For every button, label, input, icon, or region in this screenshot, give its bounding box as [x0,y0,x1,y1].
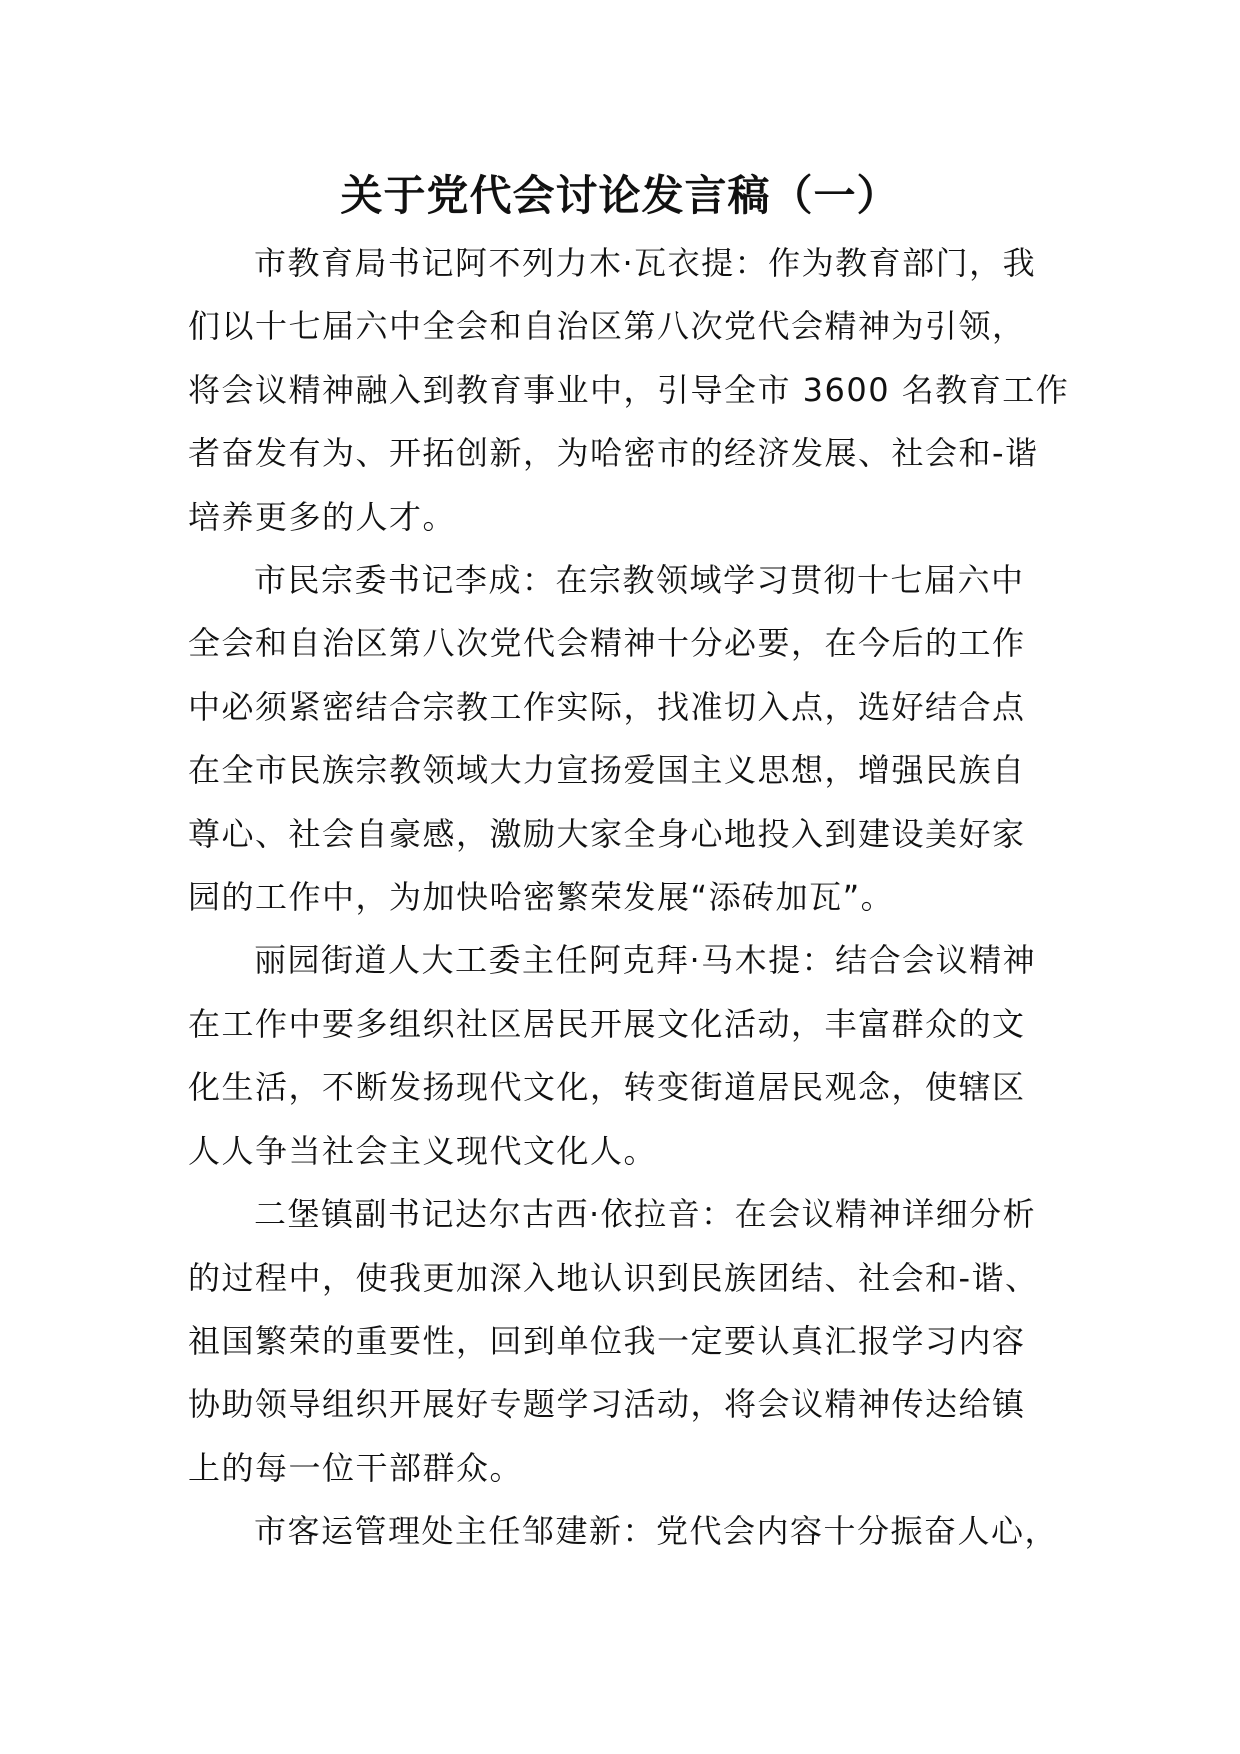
paragraph-line: 者奋发有为、开拓创新，为哈密市的经济发展、社会和-谐 [188,434,1039,473]
paragraph-line: 市民宗委书记李成：在宗教领域学习贯彻十七届六中 [254,561,1025,600]
paragraph-line: 园的工作中，为加快哈密繁荣发展“添砖加瓦”。 [188,878,895,917]
document-title: 关于党代会讨论发言稿（一） [340,171,900,220]
document-body [188,232,1070,1564]
paragraph-line: 二堡镇副书记达尔古西·依拉音：在会议精神详细分析 [254,1195,1037,1234]
paragraph-line: 在工作中要多组织社区居民开展文化活动，丰富群众的文 [188,1004,1026,1043]
paragraph-5 [188,1500,1058,1563]
paragraph-line: 市客运管理处主任邹建新：党代会内容十分振奋人心， [254,1512,1059,1551]
paragraph-line: 将会议精神融入到教育事业中，引导全市 3600 名教育工作 [188,370,1070,409]
paragraph-1 [188,232,1070,549]
paragraph-line: 协助领导组织开展好专题学习活动，将会议精神传达给镇 [188,1385,1026,1424]
paragraph-line: 培养更多的人才。 [188,497,457,536]
paragraph-line: 丽园街道人大工委主任阿克拜·马木提：结合会议精神 [254,941,1037,980]
paragraph-line: 上的每一位干部群众。 [188,1448,524,1487]
paragraph-line: 人人争当社会主义现代文化人。 [188,1131,658,1170]
paragraph-line: 尊心、社会自豪感，激励大家全身心地投入到建设美好家 [188,814,1026,853]
paragraph-line: 祖国繁荣的重要性，回到单位我一定要认真汇报学习内容 [188,1321,1026,1360]
paragraph-line: 中必须紧密结合宗教工作实际，找准切入点，选好结合点 [188,687,1026,726]
paragraph-2 [188,549,1058,929]
paragraph-line: 全会和自治区第八次党代会精神十分必要，在今后的工作 [188,624,1026,663]
paragraph-line: 们以十七届六中全会和自治区第八次党代会精神为引领， [188,307,1026,346]
paragraph-line: 化生活，不断发扬现代文化，转变街道居民观念，使辖区 [188,1068,1026,1107]
paragraph-line: 的过程中，使我更加深入地认识到民族团结、社会和-谐、 [188,1258,1039,1297]
paragraph-line: 市教育局书记阿不列力木·瓦衣提：作为教育部门，我 [254,244,1037,282]
paragraph-4 [188,1183,1058,1500]
paragraph-3 [188,929,1058,1183]
paragraph-line: 在全市民族宗教领域大力宣扬爱国主义思想，增强民族自 [188,751,1026,790]
